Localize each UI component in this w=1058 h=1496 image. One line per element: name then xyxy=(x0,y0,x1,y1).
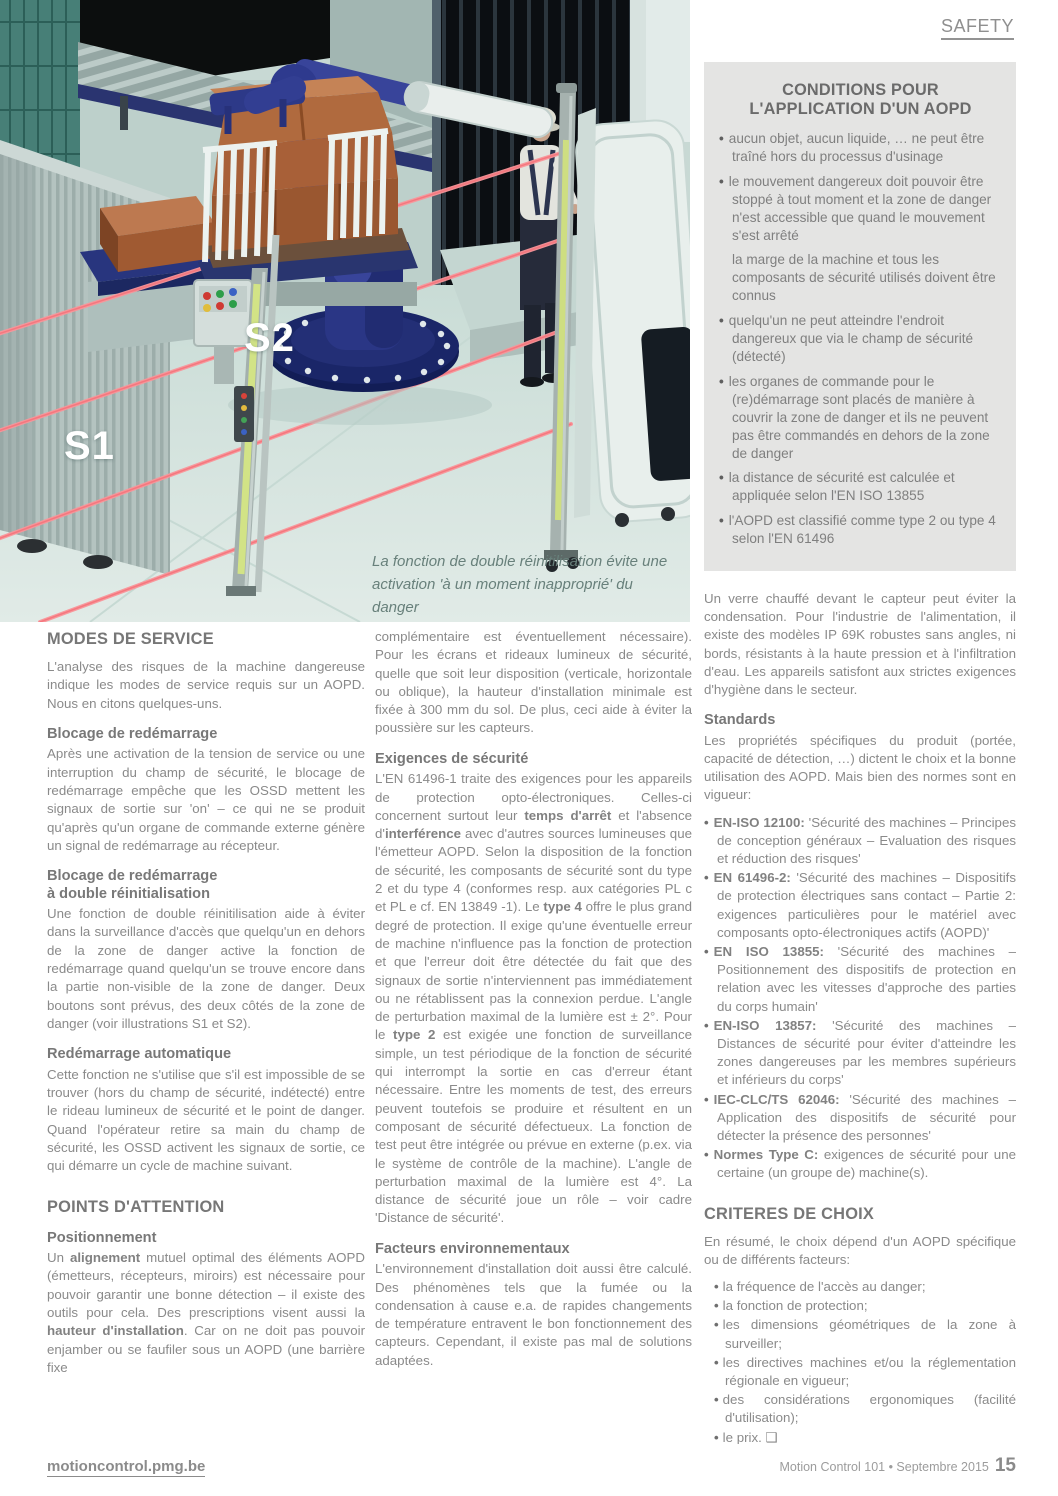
conditions-list-top xyxy=(719,130,1002,244)
footer-issue-text: Motion Control 101 • Septembre 2015 xyxy=(779,1460,989,1474)
robot-cell-illustration xyxy=(0,0,690,622)
section-heading-criteres: CRITERES DE CHOIX xyxy=(704,1204,875,1223)
standards-list xyxy=(704,814,1016,1183)
condition-note: la marge de la machine et tous les composants de sécurité utilisés doivent être connus xyxy=(732,252,996,304)
photo-label-s1: S1 xyxy=(64,424,115,468)
condition-item: • la distance de sécurité est calculée et appliquée selon l'EN ISO 13855 xyxy=(719,469,1002,505)
conditions-list-bottom xyxy=(719,312,1002,548)
footer-page-number: 15 xyxy=(994,1455,1016,1476)
paragraph-continuation: complémentaire est éventuellement nécessaire). Pour les écrans et rideaux lumineux de sécurité, quelle que soit leur disposition (verticale, horizontale ou oblique), la hauteur d'installation minimale est fixée à 300 mm du sol. De plus, ceci aide à éviter la poussière sur les capteurs. xyxy=(375,629,692,736)
subheading-blocage-double: Blocage de redémarrage à double réinitialisation xyxy=(47,868,218,902)
paragraph-redemarrage-auto: Cette fonction ne s'utilise que s'il est impossible de se trouver (hors du champ de sécurité, indétecté) entre le rideau lumineux de sécurité et le point de danger. Quand l'opérateur retire sa main du champ de sécurité, les OSSD activent les signaux de sortie, ce qui démarre un cycle de machine suivant. xyxy=(47,1066,365,1174)
criteria-item: • le prix. ❑ xyxy=(714,1429,1016,1444)
robot-cell-photo xyxy=(0,0,690,622)
standard-item: • EN-ISO 12100: 'Sécurité des machines – Principes de conception généraux – Evaluation des risques et réduction des risques' xyxy=(704,814,1016,869)
footer-site-link[interactable]: motioncontrol.pmg.be xyxy=(47,1458,206,1475)
criteria-item: • des considérations ergonomiques (facilité d'utilisation); xyxy=(714,1391,1016,1427)
paragraph-heated-glass: Un verre chauffé devant le capteur peut éviter la condensation. Pour l'industrie de l'alimentation, il existe des modèles IP 69K robustes sans angles, ni bords, résistants à la haute pression et à l'infiltration d'eau. Les appareils satisfont aux strictes exigences d'hygiène dans le secteur. xyxy=(704,591,1016,698)
section-heading-modes: MODES DE SERVICE xyxy=(47,630,214,648)
right-column xyxy=(704,16,1016,1444)
safety-label: SAFETY xyxy=(941,16,1014,40)
standard-item: • EN ISO 13855: 'Sécurité des machines – Positionnement des dispositifs de protection en relation avec les vitesses d'approche des parties du corps humain' xyxy=(704,943,1016,1016)
footer-issue xyxy=(779,1455,1016,1477)
standard-item: • IEC-CLC/TS 62046: 'Sécurité des machines – Application des dispositifs de sécurité pour détecter la présence des personnes' xyxy=(704,1091,1016,1146)
condition-item: • l'AOPD est classifié comme type 2 ou type 4 selon l'EN 61496 xyxy=(719,512,1002,548)
paragraph-facteurs: L'environnement d'installation doit aussi être calculé. Des phénomènes tels que la fumée ou la condensation à cause e.a. de rapides changements de température entravent le bon fonctionnement des capteurs. Cependant, il existe pas mal de solutions adaptées. xyxy=(375,1261,692,1368)
subheading-blocage: Blocage de redémarrage xyxy=(47,725,218,742)
paragraph-blocage: Après une activation de la tension de service ou une interruption du champ de sécurité, le blocage de redémarrage empêche que les OSSD mettent les signaux de sortie sur 'on' – ce qui ne se produit qu'après qu'un organe de commande externe génère un signal de redémarrage au récepteur. xyxy=(47,746,365,853)
column-2 xyxy=(375,628,692,1456)
conditions-box-title-line2: L'APPLICATION D'UN AOPD xyxy=(749,100,972,118)
condition-item: • aucun objet, aucun liquide, … ne peut être traîné hors du processus d'usinage xyxy=(719,130,1002,166)
conditions-box xyxy=(704,62,1016,571)
paragraph-standards-intro: Les propriétés spécifiques du produit (portée, capacité de détection, …) dictent le choix et la bonne utilisation des AOPD. Mais bien des normes sont en vigueur: xyxy=(704,732,1016,803)
subheading-exigences: Exigences de sécurité xyxy=(375,750,529,767)
photo-label-s2: S2 xyxy=(244,316,295,360)
conditions-box-title xyxy=(719,81,1002,119)
paragraph-modes-intro: L'analyse des risques de la machine dangereuse indique les modes de service requis sur un AOPD. Nous en citons quelques-uns. xyxy=(47,659,365,711)
standard-item: • Normes Type C: exigences de sécurité pour une certaine (un groupe de) machine(s). xyxy=(704,1146,1016,1182)
paragraph-criteres-intro: En résumé, le choix dépend d'un AOPD spécifique ou de différents facteurs: xyxy=(704,1233,1016,1267)
subheading-positionnement: Positionnement xyxy=(47,1229,157,1246)
condition-item: • quelqu'un ne peut atteindre l'endroit dangereux que via le champ de sécurité (détecté) xyxy=(719,312,1002,366)
right-column-text xyxy=(704,590,1016,1444)
criteria-item: • la fréquence de l'accès au danger; xyxy=(714,1278,1016,1296)
conditions-box-title-line1: CONDITIONS POUR xyxy=(782,81,939,99)
paragraph-positionnement: Un alignement mutuel optimal des éléments AOPD (émetteurs, récepteurs, miroirs) est nécessaire pour pouvoir garantir une bonne détection – il existe des outils pour cela. Des prescriptions visent aussi la hauteur d'installation. Car on ne doit pas pouvoir enjamber ou se faufiler sous un AOPD (une barrière fixe xyxy=(47,1250,365,1375)
section-heading-points: POINTS D'ATTENTION xyxy=(47,1197,225,1216)
photo-caption xyxy=(372,550,672,619)
subheading-redemarrage-auto: Redémarrage automatique xyxy=(47,1046,232,1063)
photo-caption-line2: activation 'à un moment inapproprié' du danger xyxy=(372,576,633,616)
criteria-list xyxy=(704,1278,1016,1444)
paragraph-exigences: L'EN 61496-1 traite des exigences pour les appareils de protection opto-électroniques. Celles-ci concernent surtout leur temps d'arrêt et l'absence d'interférence avec d'autres sources lumineuses que l'émetteur AOPD. Selon la disposition de la fonction de sécurité, les composants de sécurité sont du type 2 et du type 4 (conformes resp. aux catégories PL c et PL e cf. EN 13849 -1). Le type 4 offre le plus grand degré de protection. Il exige qu'une éventuelle erreur de machine n'influence pas la fonction de protection et que l'erreur doit être détectée du fait que des signaux de sortie n'interviennent pas immédiatement ou ne rétablissent pas la connexion perdue. L'angle de perturbation maximal de la lumière est ± 2°. Pour le type 2 est exigée une fonction de surveillance simple, un test périodique de la fonction de sécurité qui interrompt la sortie en cas d'erreur étant nécessaire. Entre les moments de test, des erreurs peuvent toutefois se produire et résultent en un composant de sécurité défectueux. La fonction de test peut être intégrée ou prévue en externe (p.ex. via le système de contrôle de la machine). L'angle de perturbation maximal de la lumière est 4°. La distance de sécurité joue un rôle – voir cadre 'Distance de sécurité'. xyxy=(375,771,692,1226)
paragraph-blocage-double: Une fonction de double réinitilisation aide à éviter dans la surveillance d'accès que quelqu'un en dehors de la zone de danger active la fonction de redémarrage quand quelqu'un se trouve encore dans la partie non-visible de la zone de danger. Deux boutons sont prévus, des deux côtés de la zone de danger (voir illustrations S1 et S2). xyxy=(47,906,365,1031)
subheading-standards: Standards xyxy=(704,712,776,729)
criteria-item: • la fonction de protection; xyxy=(714,1297,1016,1315)
criteria-item: • les directives machines et/ou la réglementation régionale en vigueur; xyxy=(714,1354,1016,1390)
section-tab-safety xyxy=(704,16,1014,40)
criteria-item: • les dimensions géométriques de la zone à surveiller; xyxy=(714,1316,1016,1352)
condition-item: • le mouvement dangereux doit pouvoir être stoppé à tout moment et la zone de danger n'est accessible que quand le mouvement s'est arrêté xyxy=(719,173,1002,245)
page-footer xyxy=(47,1455,1016,1477)
column-1 xyxy=(47,628,365,1456)
standard-item: • EN 61496-2: 'Sécurité des machines – Dispositifs de protection électriques sans contact – Partie 2: exigences particulières pour le matériel avec composants opto-électroniques actifs (AOPD)' xyxy=(704,869,1016,942)
photo-caption-line1: La fonction de double réinitilisation évite une xyxy=(372,553,668,570)
subheading-facteurs: Facteurs environnementaux xyxy=(375,1240,570,1257)
condition-item: • les organes de commande pour le (re)démarrage sont placés de manière à couvrir la zone de danger et ils ne peuvent pas être commandés en dehors de la zone de danger xyxy=(719,373,1002,463)
standard-item: • EN-ISO 13857: 'Sécurité des machines – Distances de sécurité pour éviter d'atteindre les zones dangereuses par les membres supérieurs et inférieurs du corps' xyxy=(704,1017,1016,1090)
